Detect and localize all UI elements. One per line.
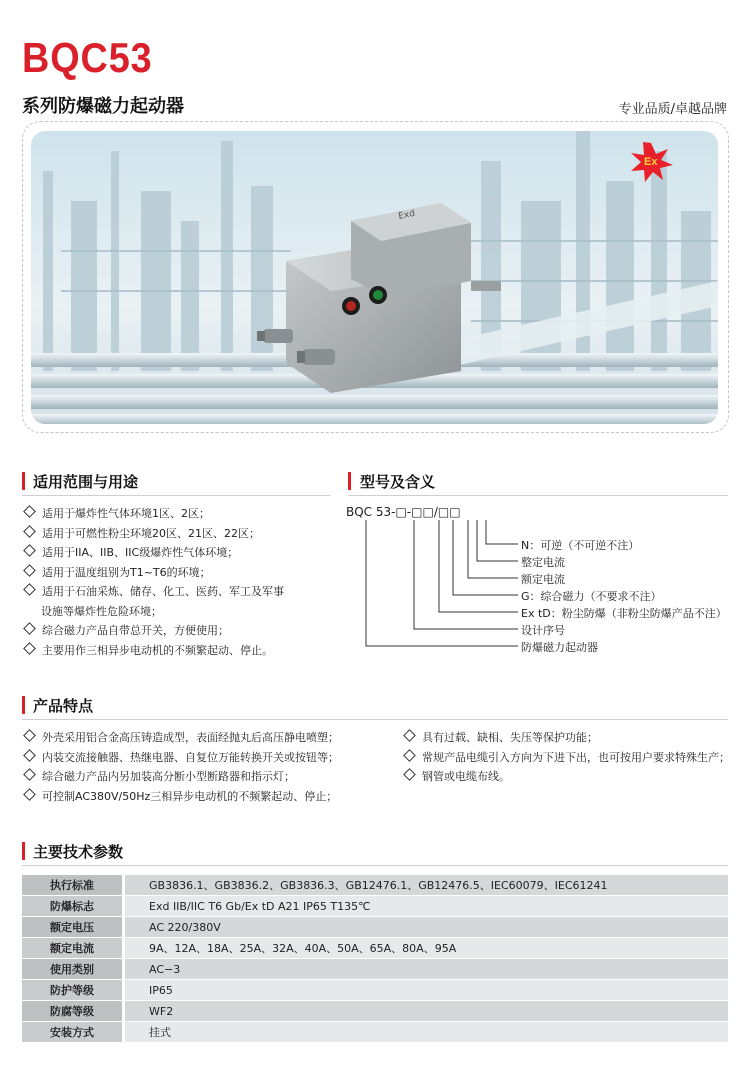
section-marker — [348, 472, 351, 490]
diamond-icon — [23, 622, 36, 635]
list-item: 适用于石油采炼、储存、化工、医药、军工及军事 — [22, 582, 284, 602]
diamond-icon — [23, 564, 36, 577]
spec-key: 使用类别 — [22, 959, 124, 980]
list-item: 主要用作三相异步电动机的不频繁起动、停止。 — [22, 641, 284, 661]
list-item: 综合磁力产品自带总开关，方便使用； — [22, 621, 284, 641]
table-row — [22, 980, 728, 1001]
spec-key: 额定电流 — [22, 938, 124, 959]
list-item: 常规产品电缆引入方向为下进下出，也可按用户要求特殊生产； — [402, 748, 730, 768]
section-marker — [22, 696, 25, 714]
diamond-icon — [23, 544, 36, 557]
diamond-icon — [23, 749, 36, 762]
specs-title: 主要技术参数 — [33, 843, 124, 861]
list-item: 适用于IIA、IIB、IIC级爆炸性气体环境； — [22, 543, 284, 563]
spec-value: 9A、12A、18A、25A、32A、40A、50A、65A、80A、95A — [124, 938, 729, 959]
list-item: 钢管或电缆布线。 — [402, 767, 730, 787]
model-meaning-3: 额定电流 — [521, 573, 565, 586]
spec-key: 防护等级 — [22, 980, 124, 1001]
spec-key: 额定电压 — [22, 917, 124, 938]
spec-value: GB3836.1、GB3836.2、GB3836.3、GB12476.1、GB12476.5、IEC60079、IEC61241 — [124, 875, 729, 896]
model-code: BQC 53-□-□□/□□ — [346, 505, 461, 519]
table-row — [22, 875, 728, 896]
page-title: 系列防爆磁力起动器 — [22, 96, 184, 117]
diamond-icon — [23, 642, 36, 655]
diamond-icon — [23, 788, 36, 801]
model-meaning-6: 设计序号 — [521, 624, 565, 637]
list-item: 可控制AC380V/50Hz三相异步电动机的不频繁起动、停止； — [22, 787, 339, 807]
slogan: 专业品质/卓越品牌 — [618, 102, 727, 117]
spec-key: 防腐等级 — [22, 1001, 124, 1022]
divider — [22, 865, 728, 866]
diamond-icon — [403, 768, 416, 781]
diamond-icon — [23, 583, 36, 596]
table-row — [22, 1001, 728, 1022]
table-row — [22, 959, 728, 980]
list-item: 适用于可燃性粉尘环境20区、21区、22区； — [22, 524, 284, 544]
list-item: 具有过载、缺相、失压等保护功能； — [402, 728, 730, 748]
divider — [22, 719, 728, 720]
table-row — [22, 896, 728, 917]
divider — [348, 495, 728, 496]
model-meaning-4: G：综合磁力（不要求不注） — [521, 590, 662, 603]
spec-value: 挂式 — [124, 1022, 729, 1043]
spec-value: IP65 — [124, 980, 729, 1001]
divider — [22, 495, 330, 496]
model-title: 型号及含义 — [360, 473, 436, 491]
table-row — [22, 917, 728, 938]
list-item: 综合磁力产品内另加装高分断小型断路器和指示灯； — [22, 767, 339, 787]
list-item: 外壳采用铝合金高压铸造成型，表面经抛丸后高压静电喷塑； — [22, 728, 339, 748]
table-row — [22, 1022, 728, 1043]
scope-list — [22, 504, 284, 660]
spec-value: Exd IIB/IIC T6 Gb/Ex tD A21 IP65 T135℃ — [124, 896, 729, 917]
section-marker — [22, 472, 25, 490]
features-right-list — [402, 728, 730, 787]
section-marker — [22, 842, 25, 860]
specs-table — [22, 875, 728, 1043]
list-item: 适用于爆炸性气体环境1区、2区； — [22, 504, 284, 524]
scope-title: 适用范围与用途 — [33, 473, 139, 491]
model-logo: BQC53 — [22, 34, 153, 81]
model-meaning-7: 防爆磁力起动器 — [521, 641, 598, 654]
diamond-icon — [403, 729, 416, 742]
features-title: 产品特点 — [33, 697, 94, 715]
svg-text:Ex: Ex — [644, 156, 658, 168]
diamond-icon — [23, 505, 36, 518]
spec-key: 防爆标志 — [22, 896, 124, 917]
spec-value: AC−3 — [124, 959, 729, 980]
diamond-icon — [23, 525, 36, 538]
list-item: 设施等爆炸性危险环境； — [41, 604, 162, 618]
model-meaning-1: N：可逆（不可逆不注） — [521, 539, 640, 552]
spec-key: 安装方式 — [22, 1022, 124, 1043]
features-left-list — [22, 728, 339, 806]
model-meaning-5: Ex tD：粉尘防爆（非粉尘防爆产品不注） — [521, 607, 727, 620]
hero-image — [31, 131, 718, 424]
spec-value: AC 220/380V — [124, 917, 729, 938]
spec-value: WF2 — [124, 1001, 729, 1022]
table-row — [22, 938, 728, 959]
model-meaning-2: 整定电流 — [521, 556, 565, 569]
diamond-icon — [23, 729, 36, 742]
model-diagram-lines — [346, 516, 546, 656]
spec-key: 执行标准 — [22, 875, 124, 896]
diamond-icon — [403, 749, 416, 762]
list-item: 适用于温度组别为T1~T6的环境； — [22, 563, 284, 583]
refinery-photo — [31, 131, 718, 424]
list-item: 内装交流接触器、热继电器、自复位万能转换开关或按钮等； — [22, 748, 339, 768]
diamond-icon — [23, 768, 36, 781]
svg-text:Exd: Exd — [397, 208, 416, 222]
